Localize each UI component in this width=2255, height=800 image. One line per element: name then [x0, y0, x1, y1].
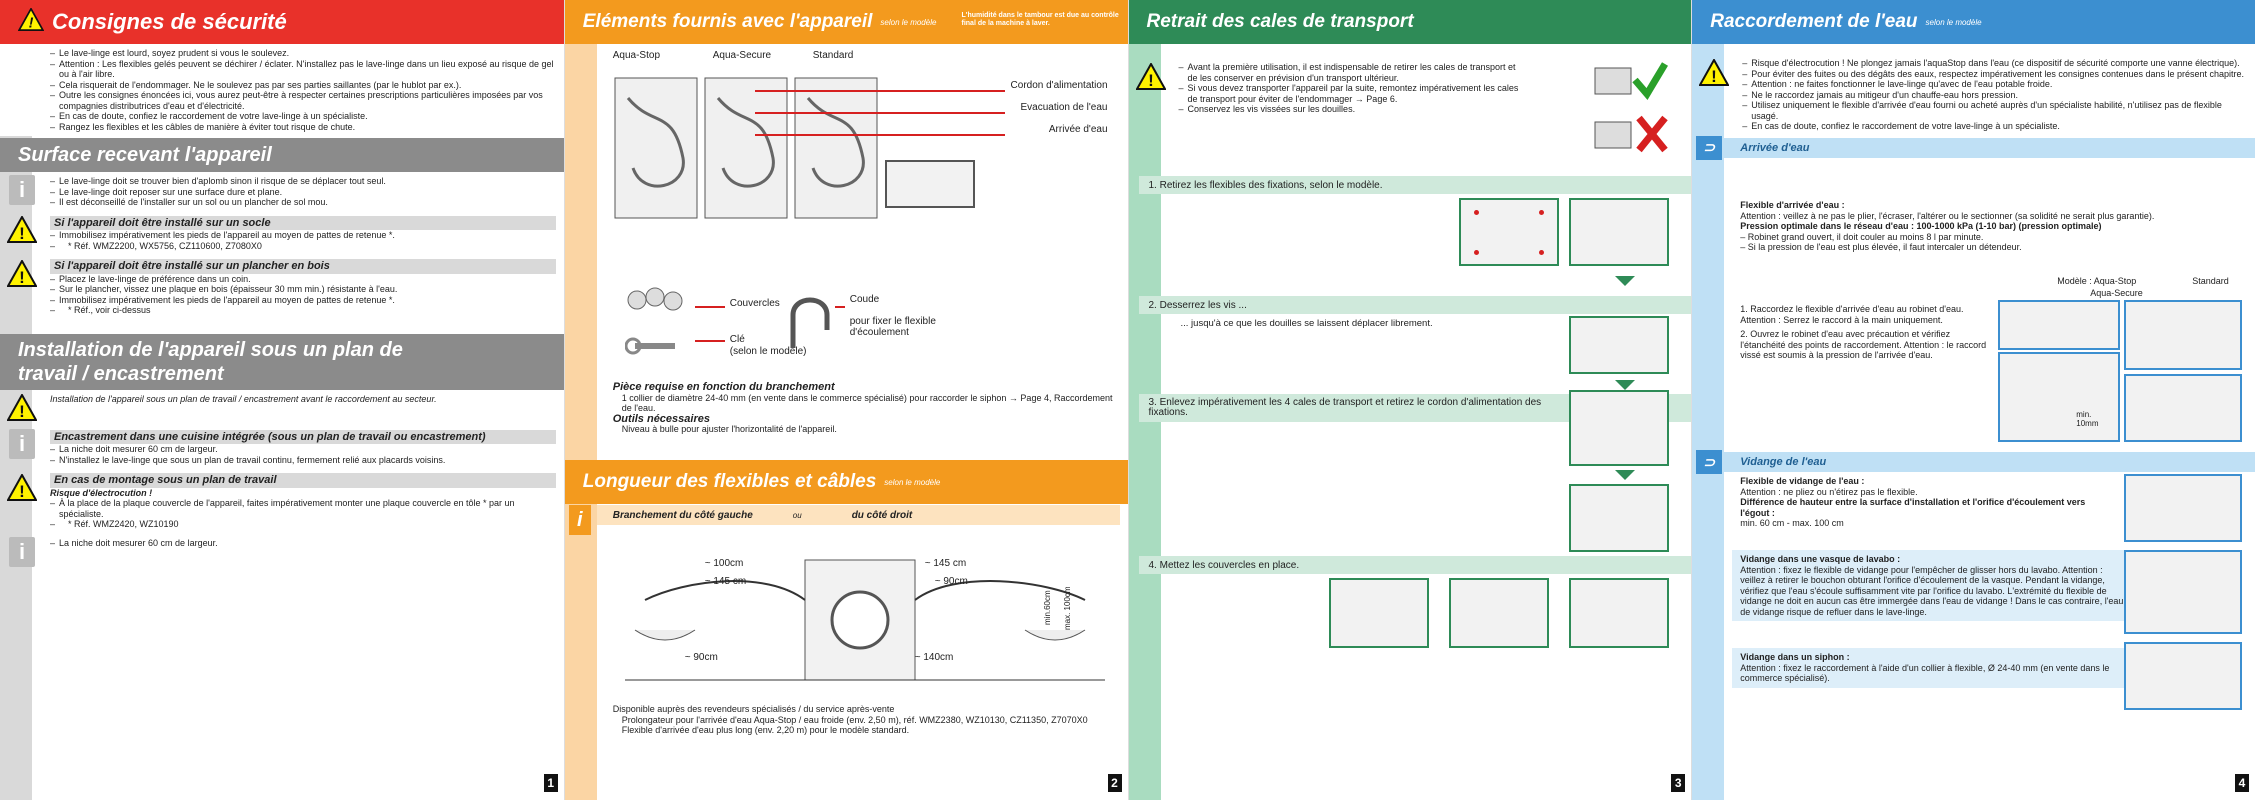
siphon-title: Vidange dans un siphon :	[1740, 652, 1850, 662]
step-4: 4. Mettez les couvercles en place.	[1139, 556, 1692, 574]
section-title: Arrivée d'eau	[1740, 141, 1810, 154]
svg-text:!: !	[19, 267, 25, 287]
list-item: – N'installez le lave-linge que sous un plan de travail continu, fermement relié aux placards voisins.	[50, 455, 556, 466]
dimension-label: ~ 90cm	[934, 576, 968, 587]
vidange-header	[1692, 452, 2255, 472]
step-2: 2. Desserrez les vis ...	[1139, 296, 1692, 314]
info-icon: i	[9, 175, 35, 205]
arrivee-line: Pression optimale dans le réseau d'eau : 100-1000 kPa (1-10 bar) (pression optimale)	[1740, 221, 2102, 231]
step-4-image-2	[1449, 578, 1549, 648]
list-item: – Utilisez uniquement le flexible d'arrivée d'eau fourni ou acheté auprès d'un spécialiste habilité, n'utilisez pas de flexible usagé.	[1742, 100, 2247, 121]
risk-title: Risque d'électrocution !	[50, 487, 153, 498]
wrench-icon	[625, 336, 685, 356]
branch-or: ou	[792, 510, 802, 520]
model-label: Modèle : Aqua-Stop	[2057, 276, 2137, 286]
surface-header	[0, 138, 564, 172]
tools-title: Outils nécessaires	[612, 412, 710, 425]
tap-icon: ⊃	[1696, 136, 1722, 160]
list-item: – En cas de doute, confiez le raccordement de votre lave-linge à un spécialiste.	[50, 111, 556, 122]
arrivee-line: Attention : veillez à ne pas le plier, l'écraser, l'altérer ou le sectionner (sa solidité ne serait plus garantie).	[1740, 210, 2155, 221]
warning-icon	[1698, 58, 1730, 86]
arrivee-line: – Si la pression de l'eau est plus élevée, il faut intercaler un détendeur.	[1740, 242, 2022, 252]
dimension-label: ~ 145 cm	[704, 576, 747, 587]
dimension-label: max. 100cm	[1062, 586, 1072, 630]
page-1-header	[0, 0, 564, 44]
list-item: – Immobilisez impérativement les pieds de l'appareil au moyen de pattes de retenue *.	[50, 230, 556, 241]
cross-illustration	[1589, 112, 1669, 156]
part-label: Clé	[729, 334, 745, 345]
callout-line	[695, 306, 725, 308]
dimension-label: ~ 100cm	[704, 558, 744, 569]
list-item: – Immobilisez impérativement les pieds de l'appareil au moyen de pattes de retenue *.	[50, 295, 556, 306]
dimension-label: ~ 145 cm	[924, 558, 967, 569]
page-2	[564, 0, 1128, 800]
svg-text:!: !	[19, 481, 25, 501]
step-3-image	[1569, 390, 1669, 466]
spacer	[6, 48, 38, 76]
info-icon: i	[569, 505, 591, 535]
step-1-image	[1459, 198, 1559, 266]
lavabo-text: Attention : fixez le flexible de vidange pour l'empêcher de glisser hors du lavabo. Attention : veillez à retirer le bouchon obturant l'orifice d'écoulement de la vasque. Pendant la vidange, vérifiez que l'eau s'écoule suffisamment vite par l'orifice du lavabo. L'extrémité du flexible de vidange ne doit en aucun cas être immergée dans l'eau de vidange ! Dans le cas contraire, l'eau de vidange risque de refluer dans le lave-linge.	[1740, 564, 2124, 617]
warning-icon	[18, 8, 44, 37]
safety-block	[0, 44, 564, 136]
page-title: Consignes de sécurité	[52, 9, 287, 34]
warning-icon	[1135, 62, 1167, 90]
piece-title: Pièce requise en fonction du branchement	[612, 381, 835, 393]
tap-image-4	[2124, 374, 2242, 442]
min-label: min. 10mm	[2076, 410, 2099, 428]
list-item: – Il est déconseillé de l'installer sur un sol ou un plancher de sol mou.	[50, 197, 556, 208]
svg-text:!: !	[19, 224, 25, 243]
detail-inset	[885, 160, 975, 208]
lavabo-title: Vidange dans une vasque de lavabo :	[1740, 554, 1901, 564]
tap-image-1	[1998, 300, 2120, 350]
page-2-header	[565, 0, 1128, 44]
list-item: – Sur le plancher, vissez une plaque en bois (épaisseur 30 mm min.) résistante à l'eau.	[50, 284, 556, 295]
list-item: – En cas de doute, confiez le raccordement de votre lave-linge à un spécialiste.	[1742, 121, 2247, 132]
title-note: selon le modèle	[880, 17, 937, 27]
lavabo-block	[1732, 550, 2133, 621]
dispo-title: Disponible auprès des revendeurs spécialisés / du service après-vente	[612, 704, 895, 714]
kitchen-title: Encastrement dans une cuisine intégrée (sous un plan de travail ou encastrement)	[50, 430, 556, 445]
callout-line	[755, 134, 1005, 136]
vidange-text	[1740, 476, 2100, 529]
page-number: 2	[1108, 774, 1122, 792]
montage-block	[0, 469, 564, 534]
list-item: – Rangez les flexibles et les câbles de manière à éviter tout risque de chute.	[50, 122, 556, 133]
warning-icon	[6, 216, 38, 244]
arrivee-steps	[1740, 304, 1990, 361]
step-2-image	[1569, 316, 1669, 374]
arrow-down-icon	[1615, 470, 1635, 480]
tap-image-3	[2124, 300, 2242, 370]
siphon-block	[1732, 648, 2133, 688]
list-item: Niveau à bulle pour ajuster l'horizontalité de l'appareil.	[621, 424, 837, 434]
vidange-line: Flexible de vidange de l'eau :	[1740, 476, 1865, 486]
info-icon: i	[9, 537, 35, 567]
callout-label: Arrivée d'eau	[1048, 124, 1108, 135]
branch-bar	[576, 505, 1120, 531]
step-1: 1. Retirez les flexibles des fixations, selon le modèle.	[1139, 176, 1692, 194]
list-item: – Placez le lave-linge de préférence dans un coin.	[50, 274, 556, 285]
info-icon: i	[9, 429, 35, 459]
elbow-illustration	[785, 290, 835, 350]
list-item: 1 collier de diamètre 24-40 mm (en vente dans le commerce spécialisé) pour raccorder le siphon → Page 4, Raccordement de l'eau.	[621, 392, 1113, 413]
dimension-label: min.60cm	[1042, 590, 1052, 625]
marker-dot	[1539, 250, 1544, 255]
list-item: – Si vous devez transporter l'appareil par la suite, remontez impérativement les cales de transport pour éviter de l'endommager → Page 6.	[1179, 83, 1521, 104]
part-label: Couvercles	[729, 298, 780, 309]
title-note: selon le modèle	[884, 477, 941, 487]
step-item: 2. Ouvrez le robinet d'eau avec précaution et vérifiez l'étanchéité des points de raccordement. Attention : le raccord vissé est soumis à la pression de l'arrivée d'eau.	[1740, 329, 1987, 360]
list-item: Flexible d'arrivée d'eau plus long (env. 2,20 m) pour le modèle standard.	[621, 725, 910, 735]
svg-text:!: !	[1711, 66, 1718, 86]
model-label: Aqua-Secure	[2090, 288, 2143, 298]
page-3-header	[1129, 0, 1692, 44]
install-header	[0, 334, 564, 390]
marker-dot	[1474, 210, 1479, 215]
page-title: Retrait des cales de transport	[1146, 11, 1414, 32]
model-label: Aqua-Secure	[712, 50, 772, 61]
vidange-line: Différence de hauteur entre la surface d'installation et l'orifice d'écoulement vers l'égout :	[1740, 497, 2086, 518]
arrivee-text	[1740, 200, 2240, 253]
page-number: 1	[544, 774, 558, 792]
page-1	[0, 0, 564, 800]
list-item: – Attention : ne faites fonctionner le lave-linge qu'avec de l'eau potable froide.	[1742, 79, 2247, 90]
part-label: pour fixer le flexible d'écoulement	[849, 316, 936, 338]
dimension-label: ~ 90cm	[684, 652, 718, 663]
callout-line	[835, 306, 845, 308]
length-header	[565, 460, 1128, 504]
step-4-image-1	[1329, 578, 1429, 648]
siphon-text: Attention : fixez le raccordement à l'aide d'un collier à flexible, Ø 24-40 mm (en vente dans le commerce spécialisé).	[1740, 662, 2110, 683]
list-item: – * Réf., voir ci-dessus	[50, 305, 556, 316]
list-item: – Le lave-linge est lourd, soyez prudent si vous le soulevez.	[50, 48, 556, 59]
list-item: – * Réf. WMZ2200, WX5756, CZ110600, Z7080X0	[50, 241, 556, 252]
hose-length-diagram	[625, 540, 1105, 690]
list-item: – La niche doit mesurer 60 cm de largeur.	[50, 444, 556, 455]
siphon-image	[2124, 642, 2242, 710]
step-3: 3. Enlevez impérativement les 4 cales de transport et retirez le cordon d'alimentation des fixations.	[1139, 394, 1692, 422]
page-title: Raccordement de l'eau	[1710, 11, 1918, 32]
svg-text:!: !	[28, 15, 34, 31]
bois-block	[0, 255, 564, 320]
piece-block	[613, 382, 1113, 435]
model-label: Standard	[812, 50, 854, 61]
svg-text:!: !	[19, 402, 25, 421]
socle-block	[0, 212, 564, 256]
surface-block	[0, 172, 564, 212]
step-4-image-3	[1569, 578, 1669, 648]
branch-right: du côté droit	[851, 509, 913, 521]
list-item: – Cela risquerait de l'endommager. Ne le soulevez pas par ses parties saillantes (par le hublot par ex.).	[50, 80, 556, 91]
page-number: 4	[2235, 774, 2249, 792]
model-label: Standard	[2192, 276, 2229, 286]
title-note: selon le modèle	[1925, 17, 1982, 27]
callout-line	[755, 112, 1005, 114]
last-block	[0, 534, 564, 570]
warning-icon	[6, 259, 38, 287]
dimension-label: ~ 140cm	[914, 652, 954, 663]
section-title: Surface recevant l'appareil	[18, 143, 272, 166]
socle-title: Si l'appareil doit être installé sur un socle	[50, 216, 556, 231]
tap-image-2	[1998, 352, 2120, 442]
callout-line	[695, 340, 725, 342]
page-3	[1128, 0, 1692, 800]
arrivee-line: Flexible d'arrivée d'eau :	[1740, 200, 1845, 210]
dispo-block	[613, 704, 1113, 736]
page-title: Eléments fournis avec l'appareil	[582, 11, 873, 32]
marker-dot	[1539, 210, 1544, 215]
marker-dot	[1474, 250, 1479, 255]
arrow-down-icon	[1615, 380, 1635, 390]
list-item: – La niche doit mesurer 60 cm de largeur.	[50, 538, 556, 549]
callout-line	[755, 90, 1005, 92]
list-item: – Conservez les vis vissées sur les douilles.	[1179, 104, 1521, 115]
list-item: – Attention : Les flexibles gelés peuvent se déchirer / éclater. N'installez pas le lave-linge dans un lieu exposé au risque de gel ou à l'air libre.	[50, 59, 556, 80]
list-item: – À la place de la plaque couvercle de l'appareil, faites impérativement monter une plaque couvercle en tôle * par un spécialiste.	[50, 498, 556, 519]
section-title: Longueur des flexibles et câbles	[582, 471, 877, 492]
section-title: Installation de l'appareil sous un plan de travail / encastrement	[18, 338, 403, 385]
water-warning-block	[1692, 54, 2255, 136]
list-item: – Outre les consignes énoncées ici, vous aurez peut-être à respecter certaines prescriptions particulières imposées par vos compagnies distributrices d'eau et d'électricité.	[50, 90, 556, 111]
svg-text:!: !	[1147, 70, 1154, 90]
install-intro: Installation de l'appareil sous un plan de travail / encastrement avant le raccordement au secteur.	[50, 393, 437, 404]
branch-left: Branchement du côté gauche	[612, 509, 753, 521]
warning-icon	[6, 394, 38, 422]
montage-title: En cas de montage sous un plan de travail	[50, 473, 556, 488]
list-item: – Le lave-linge doit se trouver bien d'aplomb sinon il risque de se déplacer tout seul.	[50, 176, 556, 187]
list-item: – Risque d'électrocution ! Ne plongez jamais l'aquaStop dans l'eau (ce dispositif de sécurité comporte une vanne électrique).	[1742, 58, 2247, 69]
step-1b-image	[1569, 198, 1669, 266]
safety-list	[50, 48, 556, 132]
corner-note: L'humidité dans le tambour est due au contrôle final de la machine à laver.	[961, 12, 1119, 27]
install-intro-block	[0, 390, 564, 426]
step-3b-image	[1569, 484, 1669, 552]
list-item: – Pour éviter des fuites ou des dégâts des eaux, respectez impérativement les consignes contenues dans le présent chapitre.	[1742, 69, 2247, 80]
vidange-line: Attention : ne pliez ou n'étirez pas le flexible.	[1740, 486, 1918, 497]
section-title: Vidange de l'eau	[1740, 456, 1827, 468]
covers-illustration	[625, 285, 685, 315]
drain-icon: ⊃	[1696, 450, 1722, 474]
list-item: – * Réf. WMZ2420, WZ10190	[50, 519, 556, 530]
page-2-strip	[565, 0, 597, 800]
kitchen-block	[0, 426, 564, 470]
list-item: – Le lave-linge doit reposer sur une surface dure et plane.	[50, 187, 556, 198]
page-number: 3	[1671, 774, 1685, 792]
warning-icon	[6, 473, 38, 501]
callout-label: Cordon d'alimentation	[1010, 80, 1108, 91]
list-item: Prolongateur pour l'arrivée d'eau Aqua-Stop / eau froide (env. 2,50 m), réf. WMZ2380, WZ10130, CZ11350, Z7070X0	[621, 714, 1088, 725]
callout-label: Evacuation de l'eau	[1020, 102, 1108, 113]
step-2-sub: ... jusqu'à ce que les douilles se laissent déplacer librement.	[1180, 318, 1433, 329]
page-4	[1691, 0, 2255, 800]
step-item: 1. Raccordez le flexible d'arrivée d'eau au robinet d'eau. Attention : Serrez le raccord à la main uniquement.	[1740, 304, 1964, 325]
lavabo-image	[2124, 550, 2242, 634]
list-item: – Avant la première utilisation, il est indispensable de retirer les cales de transport et de les conserver en prévision d'un transport ultérieur.	[1179, 62, 1521, 83]
part-label: (selon le modèle)	[729, 346, 807, 357]
intro-block	[1129, 58, 1529, 119]
page-4-header	[1692, 0, 2255, 44]
arrivee-header	[1692, 138, 2255, 158]
model-label: Aqua-Stop	[612, 50, 661, 61]
arrow-down-icon	[1615, 276, 1635, 286]
check-illustration	[1589, 58, 1669, 102]
list-item: – Ne le raccordez jamais au mitigeur d'un chauffe-eau hors pression.	[1742, 90, 2247, 101]
arrivee-line: – Robinet grand ouvert, il doit couler au moins 8 l par minute.	[1740, 231, 1984, 242]
washer-illustration	[613, 68, 883, 228]
drain-height-image	[2124, 474, 2242, 542]
part-label: Coude	[849, 294, 880, 305]
vidange-line: min. 60 cm - max. 100 cm	[1740, 518, 1844, 528]
bois-title: Si l'appareil doit être installé sur un plancher en bois	[50, 259, 556, 274]
